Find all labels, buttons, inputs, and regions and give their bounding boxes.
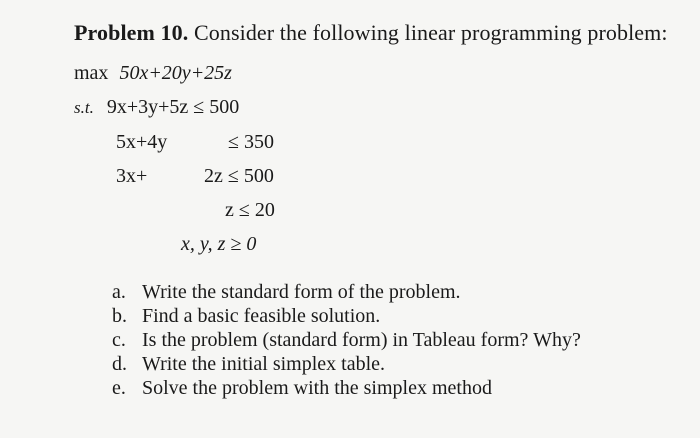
problem-intro: Consider the following linear programming problem: <box>193 20 668 45</box>
constraint-3-lhs: 3x+ <box>116 165 148 187</box>
task-text: Find a basic feasible solution. <box>142 305 381 327</box>
subject-to-label: s.t. <box>74 98 94 117</box>
task-letter: d. <box>112 353 127 375</box>
constraint-2-lhs: 5x+4y <box>116 131 168 153</box>
task-text: Write the initial simplex table. <box>142 353 386 375</box>
task-text: Is the problem (standard form) in Tableau form? Why? <box>142 329 581 351</box>
objective-keyword: max <box>74 62 109 84</box>
constraint-3-rhs: 2z ≤ 500 <box>204 165 274 187</box>
task-letter: a. <box>112 281 126 303</box>
task-item-c <box>112 329 581 353</box>
objective-function: 50x+20y+25z <box>119 62 232 84</box>
task-letter: c. <box>112 329 126 351</box>
task-text: Solve the problem with the simplex method <box>142 377 492 399</box>
task-letter: e. <box>112 377 126 399</box>
constraint-2-rhs: ≤ 350 <box>228 131 274 153</box>
task-item-b <box>112 305 581 329</box>
task-item-a <box>112 281 581 305</box>
task-letter: b. <box>112 305 127 327</box>
task-item-e <box>112 377 581 401</box>
constraint-4: z ≤ 20 <box>225 199 275 221</box>
task-text: Write the standard form of the problem. <box>142 281 461 303</box>
problem-heading <box>74 20 668 46</box>
task-list <box>112 281 581 401</box>
objective-row <box>74 62 232 85</box>
nonnegativity: x, y, z ≥ 0 <box>181 233 257 255</box>
problem-number: Problem 10. <box>74 20 189 45</box>
task-item-d <box>112 353 581 377</box>
constraint-1: 9x+3y+5z ≤ 500 <box>106 96 240 118</box>
constraint-row-1 <box>74 96 239 119</box>
